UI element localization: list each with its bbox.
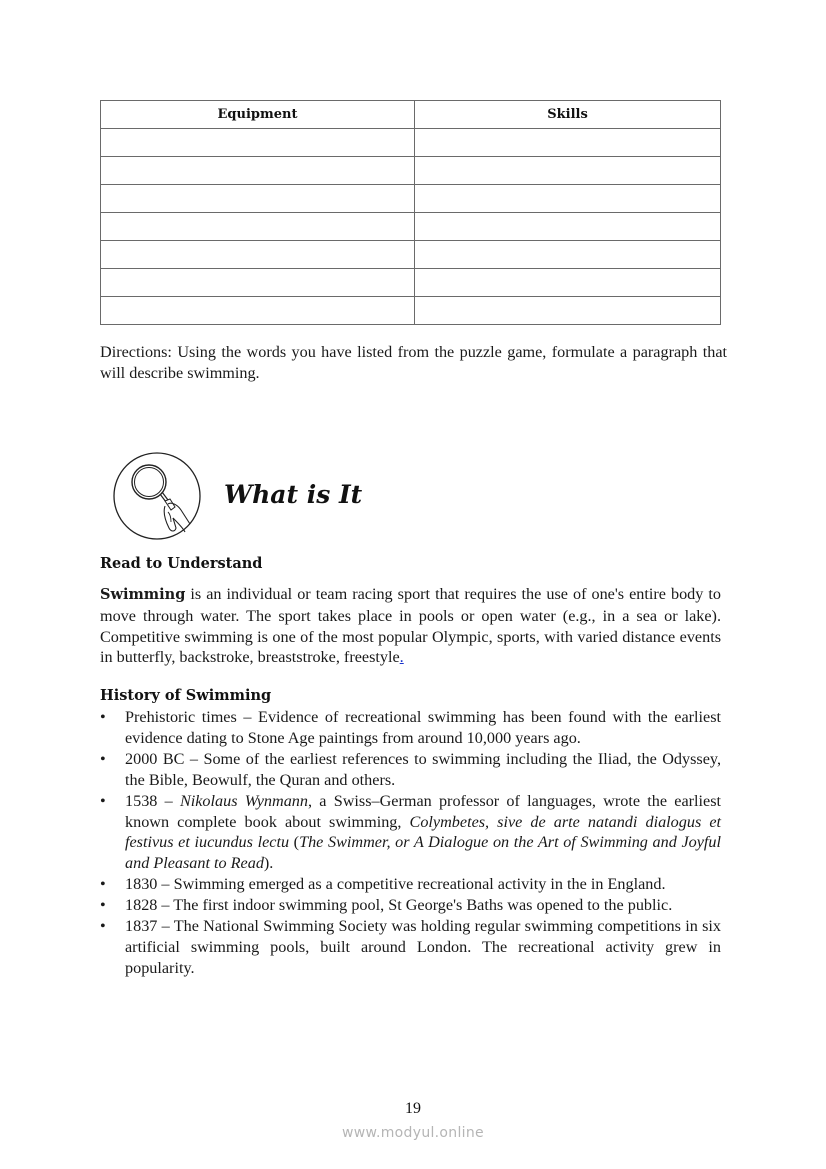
- skills-header: Skills: [415, 101, 721, 129]
- equipment-cell[interactable]: [101, 185, 415, 213]
- table-row: [101, 297, 721, 325]
- history-heading: History of Swimming: [100, 687, 272, 704]
- skills-cell[interactable]: [415, 297, 721, 325]
- list-item: • 1837 – The National Swimming Society was holding regular swimming competitions in six artificial swimming pools, built around London. The recreational activity grew in popularity.: [100, 917, 721, 977]
- list-item: • 2000 BC – Some of the earliest references to swimming including the Iliad, the Odyssey, the Bible, Beowulf, the Quran and others.: [100, 749, 721, 789]
- swimming-term: Swimming: [100, 586, 186, 603]
- list-item: • 1828 – The first indoor swimming pool, St George's Baths was opened to the public.: [100, 896, 673, 915]
- table-row: [101, 129, 721, 157]
- history-list: [100, 707, 721, 979]
- bullet-icon: •: [100, 875, 106, 894]
- equipment-cell[interactable]: [101, 213, 415, 241]
- table-row: [101, 241, 721, 269]
- swimming-definition: [100, 584, 721, 668]
- table-row: [101, 185, 721, 213]
- bullet-icon: •: [100, 708, 106, 726]
- skills-cell[interactable]: [415, 157, 721, 185]
- skills-cell[interactable]: [415, 185, 721, 213]
- skills-cell[interactable]: [415, 129, 721, 157]
- book-translation: The Swimmer, or A Dialogue on the Art of Swimming and Joyful and Pleasant to Read: [125, 833, 721, 873]
- equipment-header: Equipment: [101, 101, 415, 129]
- bullet-icon: •: [100, 896, 106, 915]
- section-title: What is It: [224, 480, 363, 509]
- bullet-icon: •: [100, 791, 106, 810]
- equipment-cell[interactable]: [101, 241, 415, 269]
- directions-text: Directions: Using the words you have listed from the puzzle game, formulate a paragraph that will describe swimming.: [100, 343, 727, 382]
- equipment-skills-table: [100, 100, 721, 325]
- equipment-cell[interactable]: [101, 297, 415, 325]
- table-row: [101, 213, 721, 241]
- bullet-icon: •: [100, 749, 106, 768]
- table-row: [101, 157, 721, 185]
- list-item: • 1830 – Swimming emerged as a competitive recreational activity in the in England.: [100, 875, 666, 894]
- list-item: • 1538 – Nikolaus Wynmann, a Swiss–German professor of languages, wrote the earliest known complete book about swimming, Colymbetes, sive de arte natandi dialogus et festivus et iucundus lectu (The Swimmer, or A Dialogue on the Art of Swimming and Joyful and Pleasant to Read).: [100, 791, 721, 873]
- equipment-cell[interactable]: [101, 157, 415, 185]
- skills-cell[interactable]: [415, 241, 721, 269]
- watermark: www.modyul.online: [342, 1125, 484, 1141]
- page-number: 19: [405, 1100, 421, 1117]
- table-row: [101, 269, 721, 297]
- equipment-cell[interactable]: [101, 269, 415, 297]
- read-to-understand-heading: Read to Understand: [100, 555, 263, 572]
- list-item: • Prehistoric times – Evidence of recreational swimming has been found with the earliest evidence dating to Stone Age paintings from around 10,000 years ago.: [100, 708, 721, 747]
- book-title: Colymbetes, sive de arte natandi dialogus et festivus et iucundus lectu: [125, 812, 721, 852]
- equipment-cell[interactable]: [101, 129, 415, 157]
- skills-cell[interactable]: [415, 269, 721, 297]
- reference-link[interactable]: .: [399, 648, 404, 667]
- bullet-icon: •: [100, 917, 106, 936]
- definition-text: is an individual or team racing sport that requires the use of one's entire body to move through water. The sport takes place in pools or open water (e.g., in a sea or lake). Competitive swimming is one of the most popular Olympic, sports, with varied distance events in butterfly, backstroke, breaststroke, freestyle: [100, 585, 721, 667]
- skills-cell[interactable]: [415, 213, 721, 241]
- magnifying-glass-hand-icon: [113, 452, 201, 540]
- author-name: Nikolaus Wynmann: [179, 791, 308, 810]
